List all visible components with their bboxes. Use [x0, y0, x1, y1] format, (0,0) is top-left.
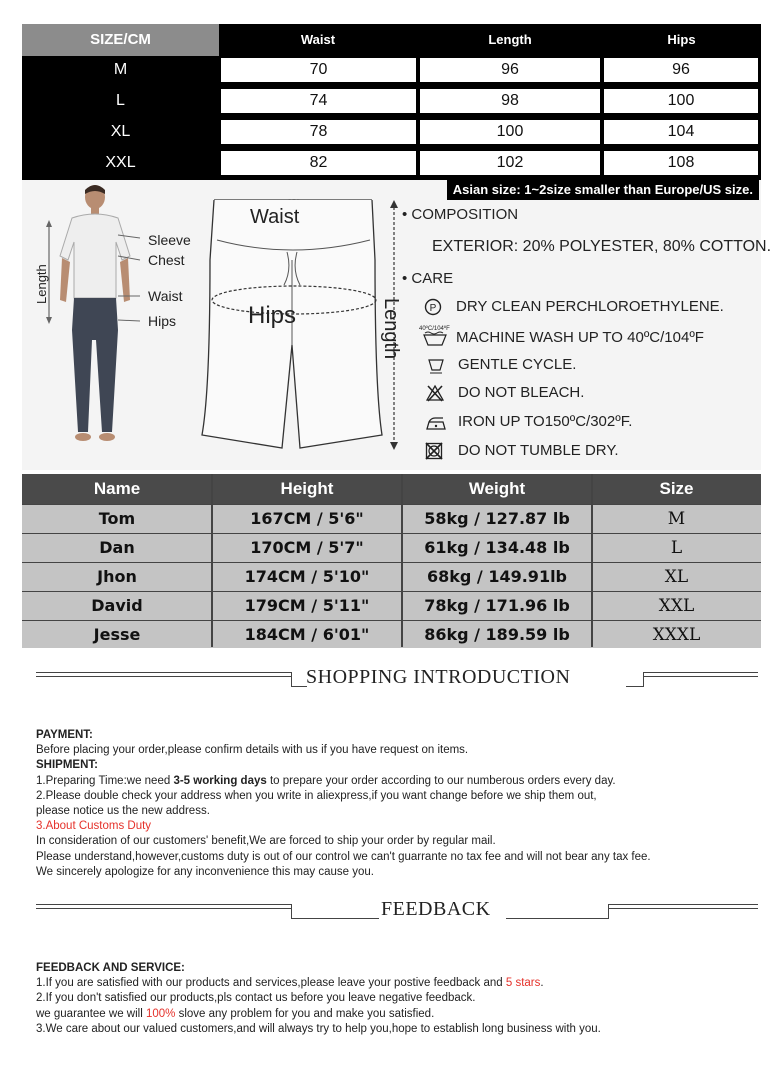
hips-cell: 100: [604, 89, 758, 113]
size-cell: XXL: [658, 596, 695, 616]
header-hips: Hips: [667, 32, 696, 47]
column-divider: [211, 474, 213, 647]
payment-text: Before placing your order,please confirm details with us if you have request on items.: [36, 744, 469, 757]
waist-cell: 78: [221, 120, 416, 144]
composition-text: EXTERIOR: 20% POLYESTER, 80% COTTON.: [432, 238, 772, 255]
measurement-illustration: [22, 180, 772, 470]
name-cell: Jesse: [93, 625, 141, 644]
length-cell: 96: [420, 58, 600, 82]
shopping-introduction-banner: [36, 666, 758, 692]
header-name: Name: [93, 479, 141, 498]
header-size: SIZE/CM: [22, 24, 219, 56]
care-item-text: DRY CLEAN PERCHLOROETHYLENE.: [456, 298, 724, 315]
ship-1-text-end: to prepare your order according to our numberous orders every day.: [266, 774, 616, 787]
care-item-text: GENTLE CYCLE.: [458, 356, 577, 373]
size-row: [22, 87, 761, 114]
hips-cell: 104: [604, 120, 758, 144]
svg-text:P: P: [429, 303, 437, 314]
fb-3-text: we guarantee we will: [36, 1007, 146, 1020]
shipment-line-3: please notice us the new address.: [36, 805, 210, 818]
size-cell: L: [670, 538, 683, 558]
table-row: [22, 562, 761, 591]
waist-cell: 70: [221, 58, 416, 82]
figure-chest-label: Chest: [148, 252, 185, 268]
feedback-banner: [36, 898, 758, 924]
height-cell: 174CM / 5'10": [244, 567, 370, 586]
shorts-diagram: [172, 190, 412, 470]
feedback-line-3: [36, 1007, 601, 1022]
weight-cell: 78kg / 171.96 lb: [424, 596, 570, 615]
size-row: [22, 56, 761, 83]
ship-1-bold: 3-5 working days: [173, 774, 267, 787]
fb-3-end: slove any problem for you and make you satisfied.: [175, 1007, 435, 1020]
weight-cell: 58kg / 127.87 lb: [424, 509, 570, 528]
header-size: Size: [659, 479, 694, 498]
size-cell: M: [667, 509, 686, 529]
feedback-label: FEEDBACK AND SERVICE:: [36, 962, 185, 974]
section-title: SHOPPING INTRODUCTION: [306, 666, 571, 688]
feedback-line-4: 3.We care about our valued customers,and will always try to help you,hope to establish long business with you.: [36, 1022, 601, 1035]
iron-icon: [425, 414, 447, 432]
header-waist: Waist: [300, 32, 336, 47]
shorts-hips-label: Hips: [248, 302, 297, 329]
column-divider: [591, 474, 593, 647]
dry-clean-p-icon: [424, 298, 442, 316]
size-row: [22, 118, 761, 145]
model-table-header: [22, 474, 761, 504]
feedback-line-2: 2.If you don't satisfied our products,pls contact us before you leave negative feedback.: [36, 992, 476, 1005]
fb-1-end: .: [540, 977, 544, 990]
gentle-cycle-icon: [427, 356, 445, 374]
table-row: [22, 620, 761, 648]
name-cell: David: [91, 596, 143, 615]
shipment-line-1: [36, 774, 651, 789]
name-cell: Tom: [98, 509, 136, 528]
size-cell: L: [116, 92, 125, 109]
care-item-text: DO NOT BLEACH.: [458, 384, 585, 401]
size-cell: XXXL: [652, 625, 701, 645]
fb-1-text: 1.If you are satisfied with our products and services,please leave your postive feedback and: [36, 977, 506, 990]
header-length: Length: [488, 32, 532, 47]
hips-cell: 108: [604, 151, 758, 175]
shorts-length-label: Length: [380, 298, 402, 360]
weight-cell: 61kg / 134.48 lb: [424, 538, 570, 557]
size-chart-header: [22, 24, 761, 56]
size-row: [22, 149, 761, 176]
length-cell: 100: [420, 120, 600, 144]
figure-length-label: Length: [34, 264, 49, 304]
no-bleach-icon: [426, 384, 444, 402]
composition-title: • COMPOSITION: [402, 206, 519, 223]
shipment-line-2: 2.Please double check your address when you write in aliexpress,if you want change before we ship them out,: [36, 789, 597, 802]
waist-cell: 82: [221, 151, 416, 175]
size-chart-table: [22, 24, 761, 180]
no-tumble-dry-icon: [425, 442, 443, 460]
shipment-label: SHIPMENT:: [36, 759, 98, 772]
feedback-line-1: [36, 976, 601, 991]
asian-size-note: Asian size: 1~2size smaller than Europe/US size.: [447, 180, 759, 200]
figure-waist-label: Waist: [148, 288, 183, 304]
height-cell: 167CM / 5'6": [250, 509, 364, 528]
shopping-info: [36, 728, 651, 880]
column-divider: [401, 474, 403, 647]
fb-1-highlight: 5 stars: [505, 977, 541, 990]
fb-3-highlight: 100%: [145, 1007, 176, 1020]
customs-title: 3.About Customs Duty: [36, 820, 152, 833]
table-row: [22, 504, 761, 533]
size-cell: XXL: [105, 154, 136, 171]
section-title: FEEDBACK: [381, 898, 491, 920]
name-cell: Dan: [99, 538, 135, 557]
header-height: Height: [280, 479, 334, 498]
table-row: [22, 591, 761, 620]
care-item-text: DO NOT TUMBLE DRY.: [458, 442, 619, 459]
name-cell: Jhon: [97, 567, 137, 586]
care-title: • CARE: [402, 270, 454, 287]
figure-sleeve-label: Sleeve: [148, 232, 191, 248]
payment-label: PAYMENT:: [36, 729, 93, 741]
hips-cell: 96: [604, 58, 758, 82]
shorts-waist-label: Waist: [250, 206, 300, 228]
header-weight: Weight: [468, 479, 526, 498]
care-item-text: IRON UP TO150ºC/302ºF.: [458, 413, 633, 430]
customs-line-3: We sincerely apologize for any inconvenience this may cause you.: [36, 865, 374, 878]
figure-hips-label: Hips: [148, 313, 177, 329]
length-cell: 98: [420, 89, 600, 113]
wash-icon-temp-label: 40ºC/104ºF: [419, 326, 450, 332]
table-row: [22, 533, 761, 562]
size-cell: XL: [664, 567, 689, 587]
weight-cell: 86kg / 189.59 lb: [424, 625, 570, 644]
height-cell: 170CM / 5'7": [250, 538, 364, 557]
height-cell: 179CM / 5'11": [244, 596, 370, 615]
height-cell: 184CM / 6'01": [244, 625, 370, 644]
care-item-text: MACHINE WASH UP TO 40ºC/104ºF: [456, 329, 704, 346]
weight-cell: 68kg / 149.91lb: [426, 567, 568, 586]
waist-cell: 74: [221, 89, 416, 113]
model-size-table: [22, 474, 761, 647]
customs-line-2: Please understand,however,customs duty is out of our control we can't guarrante no tax fee and will not bear any tax fee.: [36, 850, 651, 863]
size-cell: M: [113, 61, 128, 78]
size-cell: XL: [110, 123, 131, 140]
length-cell: 102: [420, 151, 600, 175]
feedback-info: [36, 961, 601, 1037]
ship-1-text: 1.Preparing Time:we need: [36, 774, 174, 787]
customs-line-1: In consideration of our customers' benefit,We are forced to ship your order by regular mail.: [36, 835, 496, 848]
